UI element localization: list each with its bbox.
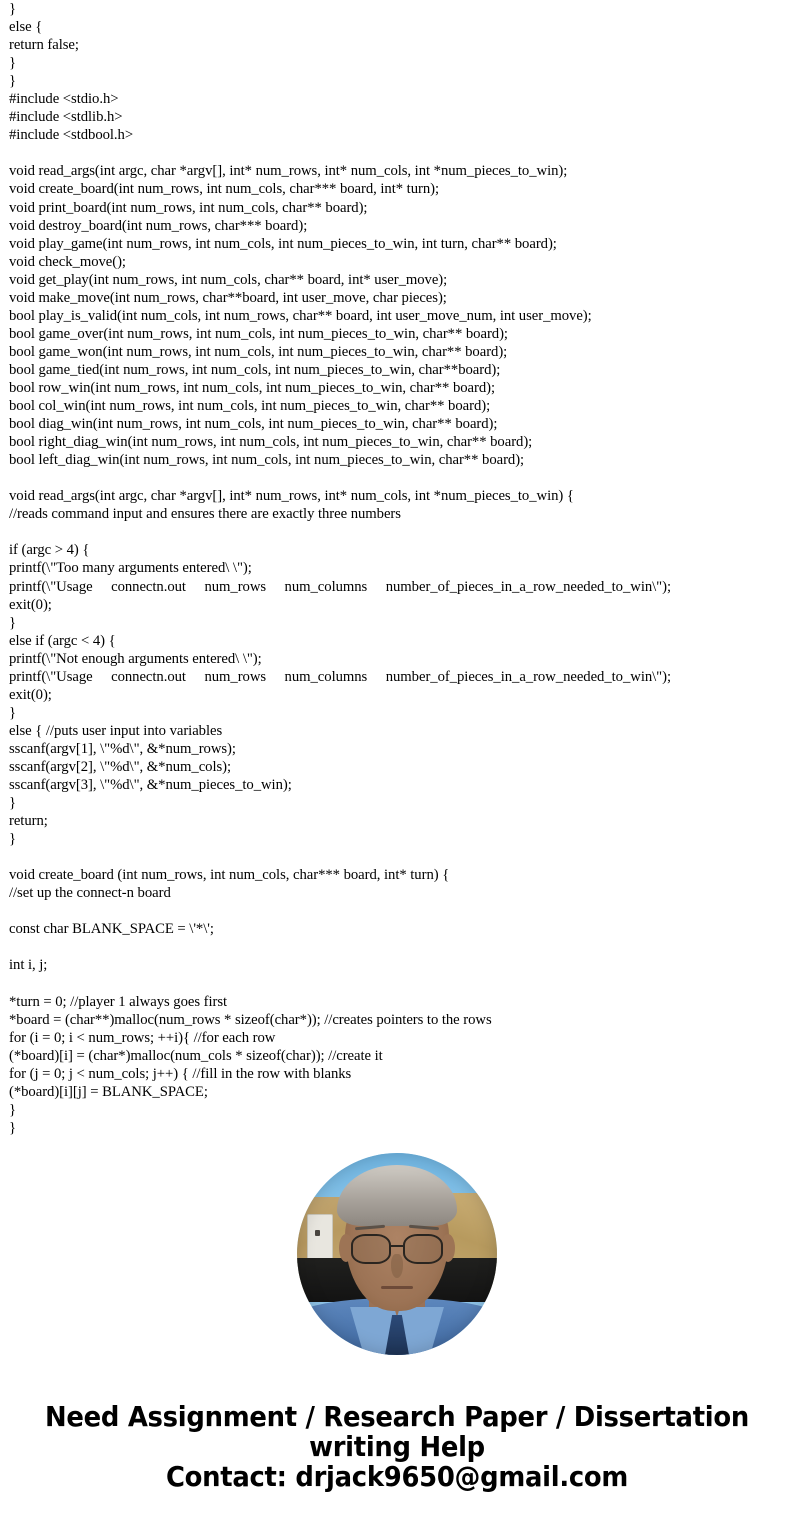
document-line: void make_move(int num_rows, char**board, int user_move, char pieces); bbox=[9, 289, 447, 306]
document-line: printf(\"Usage connectn.out num_rows num_columns number_of_pieces_in_a_row_needed_to_win\"); bbox=[9, 668, 671, 685]
promo-contact-line: Contact: drjack9650@gmail.com bbox=[165, 1461, 629, 1493]
document-line: for (j = 0; j < num_cols; j++) { //fill in the row with blanks bbox=[9, 1065, 352, 1082]
document-line: printf(\"Usage connectn.out num_rows num_columns number_of_pieces_in_a_row_needed_to_win\"); bbox=[9, 578, 671, 595]
document-line: bool right_diag_win(int num_rows, int num_cols, int num_pieces_to_win, char** board); bbox=[9, 434, 533, 451]
document-line: (*board)[i][j] = BLANK_SPACE; bbox=[9, 1083, 208, 1100]
document-blank-line bbox=[9, 469, 671, 487]
document-blank-line bbox=[9, 848, 671, 866]
document-line: //reads command input and ensures there are exactly three numbers bbox=[9, 506, 401, 523]
document-line: exit(0); bbox=[9, 686, 52, 703]
document-line: *turn = 0; //player 1 always goes first bbox=[9, 993, 228, 1010]
document-line: sscanf(argv[3], \"%d\", &*num_pieces_to_win); bbox=[9, 777, 292, 794]
document-line: void play_game(int num_rows, int num_cols, int num_pieces_to_win, int turn, char** board); bbox=[9, 235, 557, 252]
document-line: } bbox=[9, 795, 16, 812]
document-line: bool game_won(int num_rows, int num_cols, int num_pieces_to_win, char** board); bbox=[9, 343, 508, 360]
document-line: } bbox=[9, 831, 16, 848]
promo-line-2: writing Help bbox=[309, 1431, 485, 1463]
avatar-container bbox=[297, 1153, 497, 1355]
document-line: void get_play(int num_rows, int num_cols, char** board, int* user_move); bbox=[9, 271, 448, 288]
document-line: void read_args(int argc, char *argv[], int* num_rows, int* num_cols, int *num_pieces_to_win); bbox=[9, 163, 568, 180]
promo-line-1: Need Assignment / Research Paper / Dissertation bbox=[45, 1401, 749, 1433]
document-line: if (argc > 4) { bbox=[9, 542, 90, 559]
document-line: else if (argc < 4) { bbox=[9, 632, 116, 649]
document-line: return; bbox=[9, 813, 48, 830]
document-line: else { bbox=[9, 19, 43, 36]
document-line: #include <stdlib.h> bbox=[9, 109, 123, 126]
document-line: exit(0); bbox=[9, 596, 52, 613]
document-line: *board = (char**)malloc(num_rows * sizeof(char*)); //creates pointers to the rows bbox=[9, 1011, 492, 1028]
document-line: int i, j; bbox=[9, 957, 48, 974]
document-line: void check_move(); bbox=[9, 253, 126, 270]
document-line: #include <stdbool.h> bbox=[9, 127, 134, 144]
document-line: } bbox=[9, 1, 16, 17]
document-line: #include <stdio.h> bbox=[9, 91, 119, 108]
document-line: sscanf(argv[1], \"%d\", &*num_rows); bbox=[9, 740, 236, 757]
document-line: sscanf(argv[2], \"%d\", &*num_cols); bbox=[9, 758, 232, 775]
document-line: } bbox=[9, 55, 16, 72]
document-line: void create_board (int num_rows, int num_cols, char*** board, int* turn) { bbox=[9, 867, 450, 884]
document-line: for (i = 0; i < num_rows; ++i){ //for each row bbox=[9, 1029, 276, 1046]
document-line: bool row_win(int num_rows, int num_cols, int num_pieces_to_win, char** board); bbox=[9, 379, 496, 396]
document-blank-line bbox=[9, 902, 671, 920]
document-line: printf(\"Not enough arguments entered\ \"); bbox=[9, 650, 262, 667]
document-line: (*board)[i] = (char*)malloc(num_cols * sizeof(char)); //create it bbox=[9, 1047, 383, 1064]
document-text-body bbox=[9, 0, 671, 1137]
document-line: bool play_is_valid(int num_cols, int num_rows, char** board, int user_move_num, int user_move); bbox=[9, 307, 592, 324]
document-line: } bbox=[9, 73, 16, 90]
document-blank-line bbox=[9, 523, 671, 541]
document-line: const char BLANK_SPACE = \'*\'; bbox=[9, 921, 214, 938]
document-line: else { //puts user input into variables bbox=[9, 722, 223, 739]
document-line: } bbox=[9, 614, 16, 631]
avatar bbox=[297, 1153, 497, 1355]
document-line: bool left_diag_win(int num_rows, int num_cols, int num_pieces_to_win, char** board); bbox=[9, 452, 525, 469]
document-blank-line bbox=[9, 938, 671, 956]
document-line: bool col_win(int num_rows, int num_cols, int num_pieces_to_win, char** board); bbox=[9, 398, 491, 415]
document-line: return false; bbox=[9, 37, 79, 54]
photo-vignette bbox=[297, 1153, 497, 1355]
document-line: bool diag_win(int num_rows, int num_cols, int num_pieces_to_win, char** board); bbox=[9, 416, 498, 433]
document-line: } bbox=[9, 704, 16, 721]
document-line: //set up the connect-n board bbox=[9, 885, 171, 902]
document-line: void destroy_board(int num_rows, char*** board); bbox=[9, 217, 308, 234]
document-line: void read_args(int argc, char *argv[], int* num_rows, int* num_cols, int *num_pieces_to_win) { bbox=[9, 488, 574, 505]
document-line: } bbox=[9, 1119, 16, 1136]
document-line: void print_board(int num_rows, int num_cols, char** board); bbox=[9, 199, 368, 216]
document-blank-line bbox=[9, 975, 671, 993]
document-line: void create_board(int num_rows, int num_cols, char*** board, int* turn); bbox=[9, 181, 439, 198]
promo-footer bbox=[0, 1402, 794, 1492]
document-line: } bbox=[9, 1101, 16, 1118]
document-line: printf(\"Too many arguments entered\ \"); bbox=[9, 560, 252, 577]
document-blank-line bbox=[9, 144, 671, 162]
document-line: bool game_over(int num_rows, int num_cols, int num_pieces_to_win, char** board); bbox=[9, 325, 508, 342]
document-line: bool game_tied(int num_rows, int num_cols, int num_pieces_to_win, char**board); bbox=[9, 361, 501, 378]
